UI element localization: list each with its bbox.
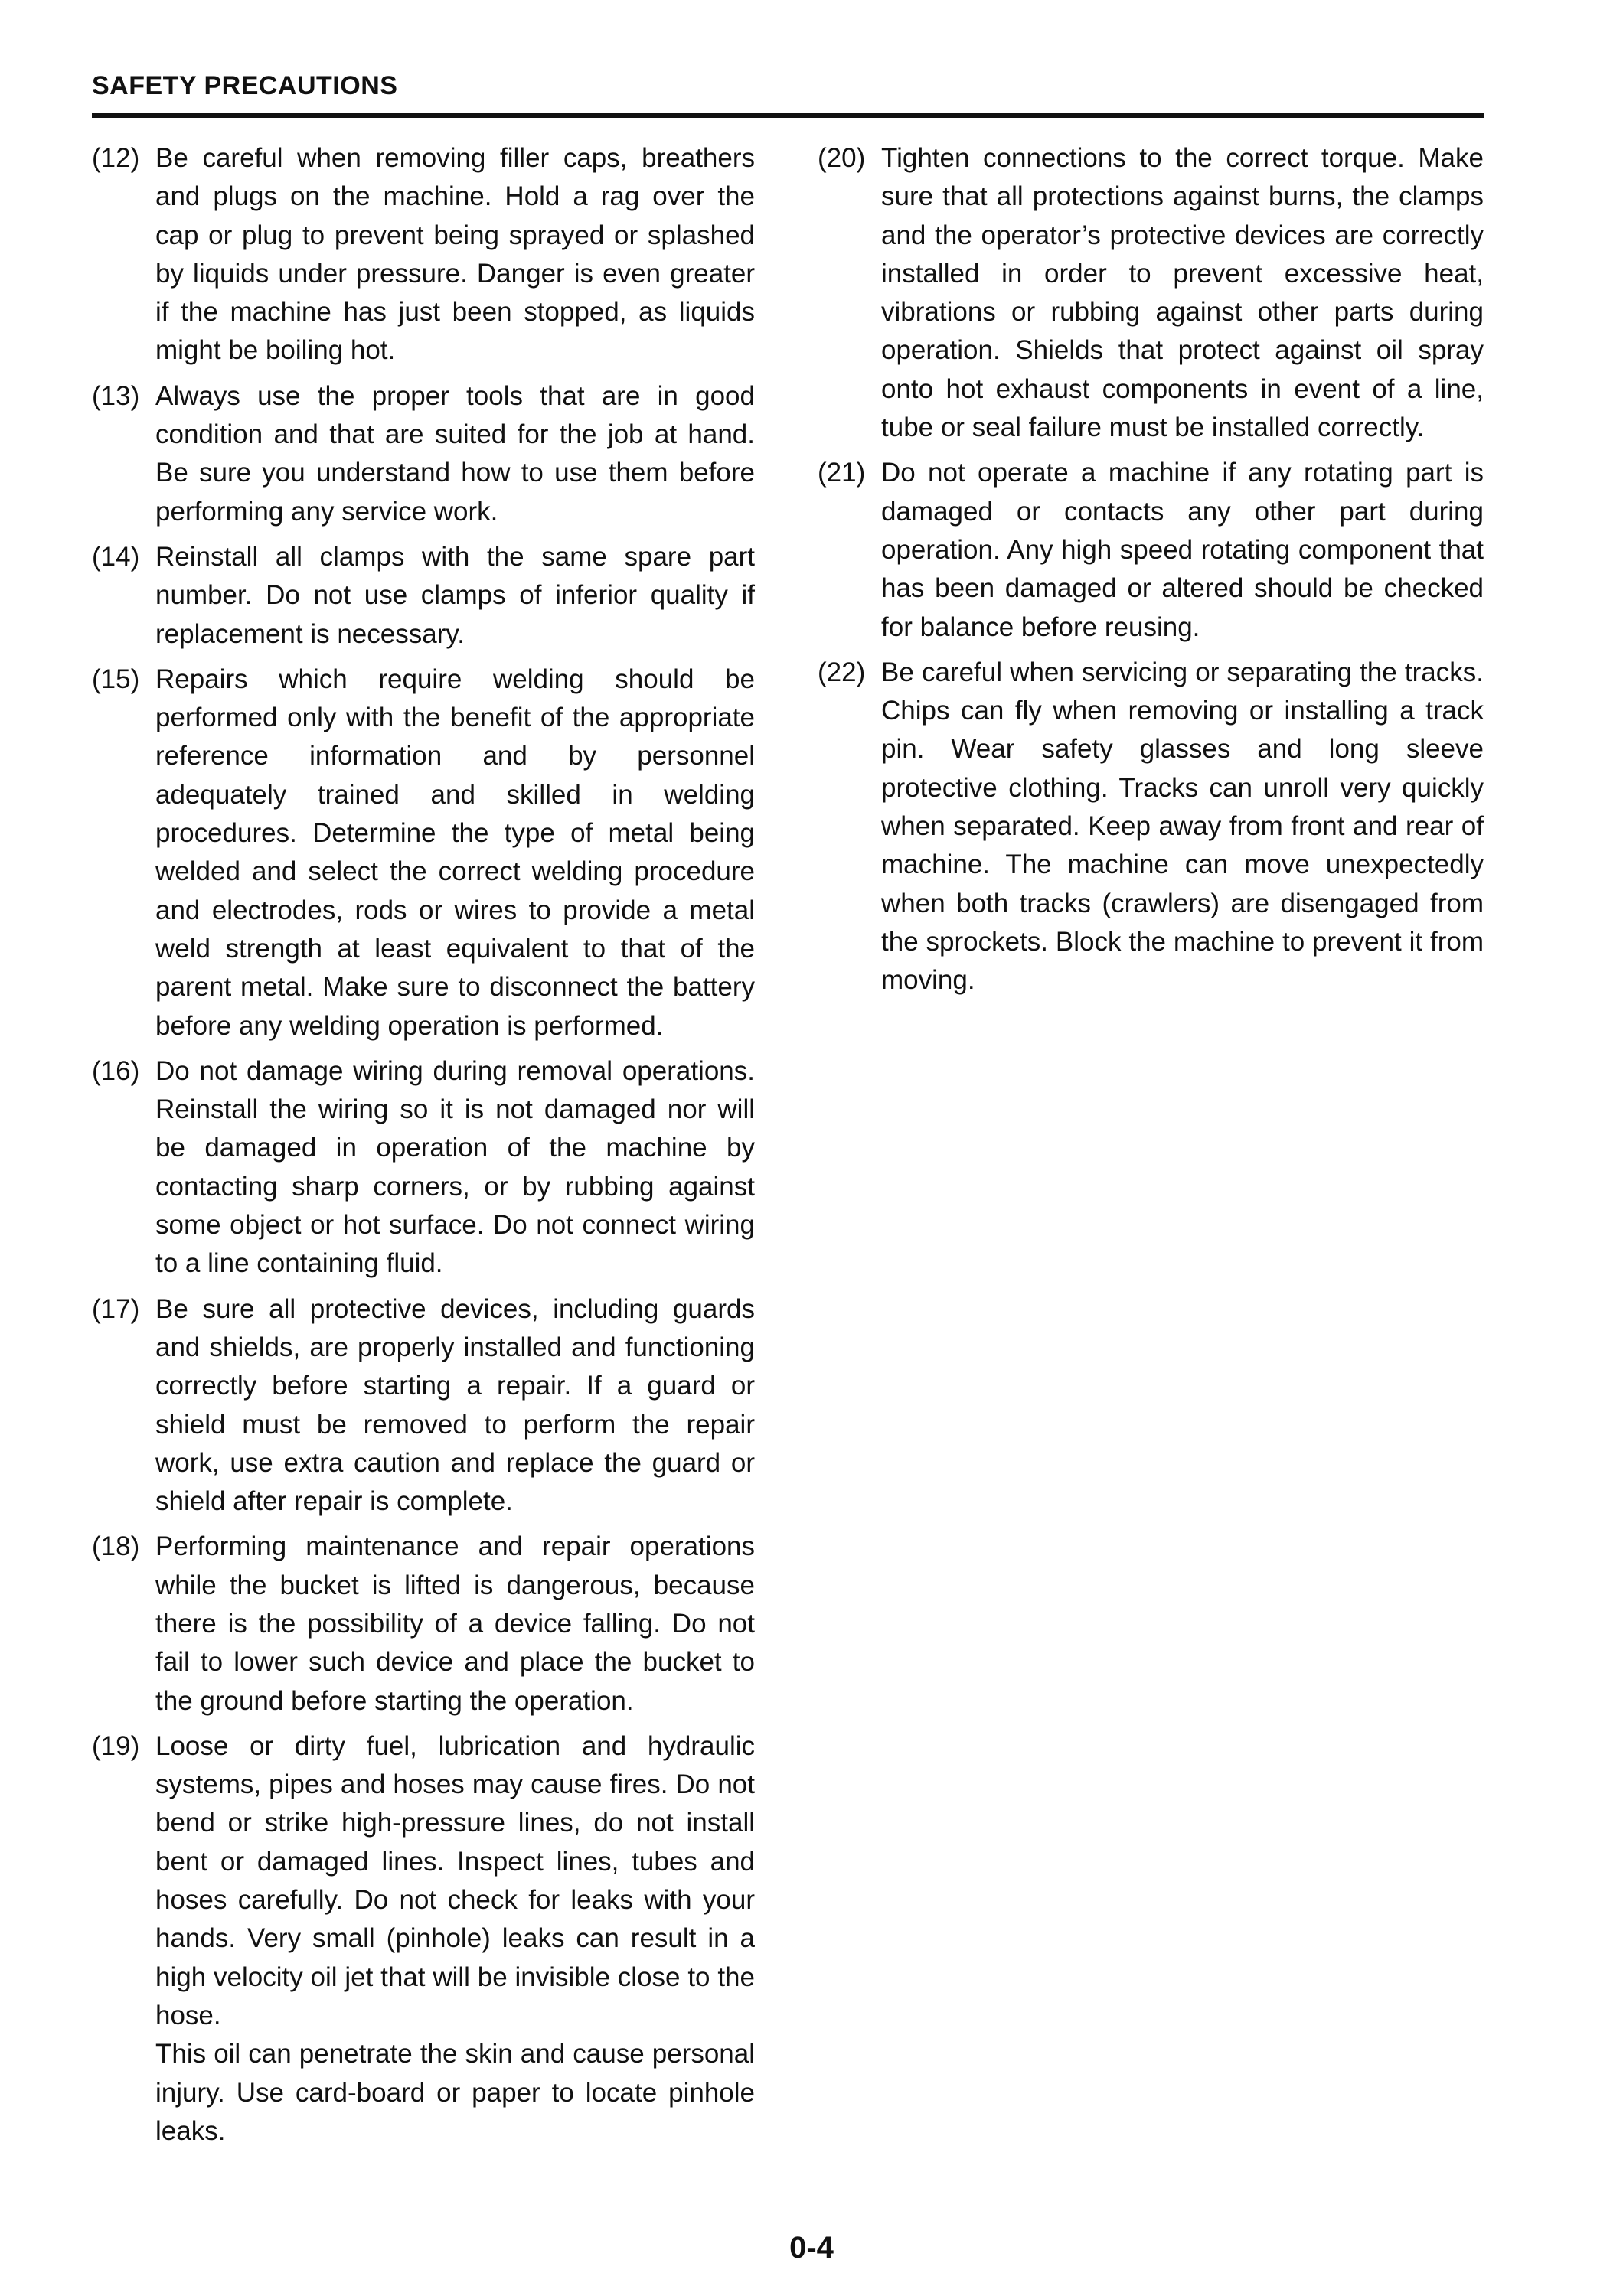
list-item-12 [92,139,755,370]
item-text: Do not damage wiring during removal operations. Reinstall the wiring so it is not damaged nor will be damaged in operation of the machine by contacting sharp corners, or by rubbing against some object or hot surface. Do not connect wiring to a line containing fluid. [155,1055,755,1279]
page-header [92,69,1484,118]
item-number: (21) [818,458,866,488]
item-text: Be careful when removing filler caps, breathers and plugs on the machine. Hold a rag over the cap or plug to prevent being sprayed or splashed by liquids under pressure. Danger is even greater if the machine has just been stopped, as liquids might be boiling hot. [155,143,755,366]
item-text: Repairs which require welding should be performed only with the benefit of the appropriate reference information and by personnel adequately trained and skilled in welding procedures. Determine the type of metal being welded and select the correct welding procedure and electrodes, rods or wires to provide a metal weld strength at least equivalent to that of the parent metal. Make sure to disconnect the battery before any welding operation is performed. [155,664,755,1041]
list-item-14 [92,538,755,654]
list-item-19 [92,1727,755,2151]
item-number: (14) [92,541,140,572]
item-text: Loose or dirty fuel, lubrication and hydraulic systems, pipes and hoses may cause fires. Do not bend or strike high-pressure lines, do not install bent or damaged lines. Inspect lines, tubes and hoses carefully. Do not check for leaks with your hands. Very small (pinhole) leaks can result in a high velocity oil jet that will be invisible close to the hose. [155,1730,755,2030]
list-item-22 [818,654,1484,1000]
item-number: (16) [92,1055,140,1086]
item-number: (17) [92,1293,140,1324]
item-text: Always use the proper tools that are in good condition and that are suited for the job at hand. Be sure you understand how to use them before performing any service work. [155,380,755,527]
list-item-15 [92,660,755,1045]
item-text: Do not operate a machine if any rotating part is damaged or contacts any other part during operation. Any high speed rotating component that has been damaged or altered should be checked for balance before reusing. [881,458,1484,642]
item-number: (19) [92,1730,140,1761]
item-text: Tighten connections to the correct torque. Make sure that all protections against burns, the clamps and the operator’s protective devices are correctly installed in order to prevent excessive heat, vibrations or rubbing against other parts during operation. Shields that protect against oil spray onto hot exhaust components in event of a line, tube or seal failure must be installed correctly. [881,143,1484,443]
item-number: (18) [92,1531,140,1562]
page-number: 0-4 [789,2231,834,2265]
item-number: (20) [818,143,866,173]
item-number: (15) [92,664,140,694]
item-text-continuation: This oil can penetrate the skin and cause personal injury. Use card-board or paper to locate pinhole leaks. [155,2039,755,2146]
right-column [818,139,1484,1007]
list-item-17 [92,1290,755,1521]
list-item-18 [92,1528,755,1720]
item-number: (22) [818,657,866,687]
item-text: Performing maintenance and repair operations while the bucket is lifted is dangerous, because there is the possibility of a device falling. Do not fail to lower such device and place the bucket to the ground before starting the operation. [155,1531,755,1716]
left-column [92,139,755,2157]
item-number: (12) [92,143,140,173]
list-item-13 [92,377,755,531]
list-item-20 [818,139,1484,447]
list-item-21 [818,454,1484,646]
item-text: Reinstall all clamps with the same spare part number. Do not use clamps of inferior quality if replacement is necessary. [155,541,755,649]
item-text: Be careful when servicing or separating the tracks. Chips can fly when removing or installing a track pin. Wear safety glasses and long sleeve protective clothing. Tracks can unroll very quickly when separated. Keep away from front and rear of machine. The machine can move unexpectedly when both tracks (crawlers) are disengaged from the sprockets. Block the machine to prevent it from moving. [881,657,1484,996]
item-number: (13) [92,380,140,411]
item-text: Be sure all protective devices, including guards and shields, are properly installed and functioning correctly before starting a repair. If a guard or shield must be removed to perform the repair work, use extra caution and replace the guard or shield after repair is complete. [155,1293,755,1517]
list-item-16 [92,1052,755,1283]
header-divider [92,113,1484,118]
section-title: SAFETY PRECAUTIONS [92,71,398,100]
